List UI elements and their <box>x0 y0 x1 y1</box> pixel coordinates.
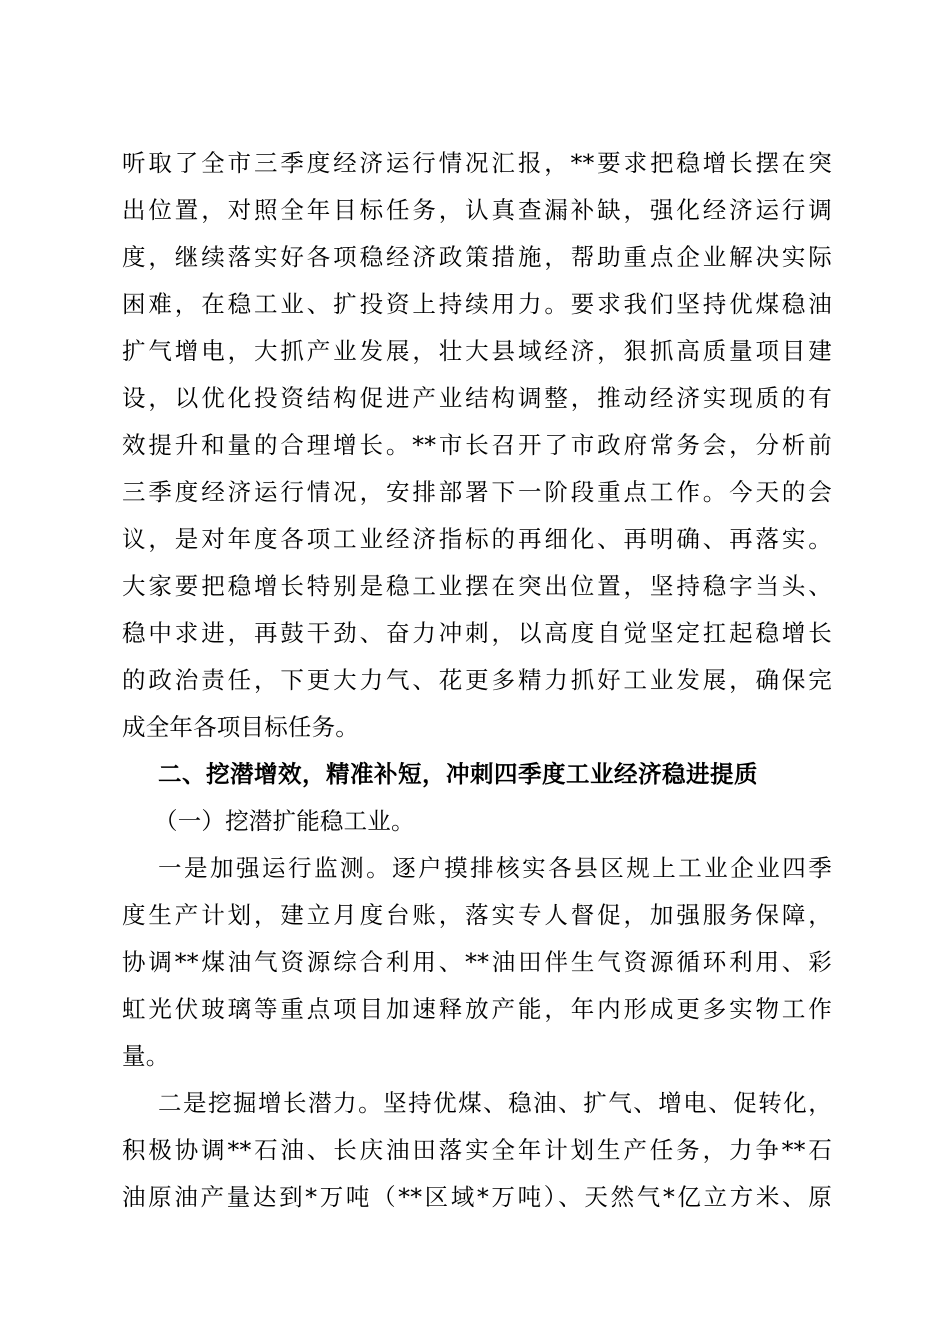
paragraph-line: 油原油产量达到*万吨（**区域*万吨）、天然气*亿立方米、原 <box>122 1183 832 1211</box>
paragraph-line: 三季度经济运行情况，安排部署下一阶段重点工作。今天的会 <box>122 478 832 506</box>
paragraph-line: 一是加强运行监测。逐户摸排核实各县区规上工业企业四季 <box>158 854 832 882</box>
paragraph-line: 大家要把稳增长特别是稳工业摆在突出位置，坚持稳字当头、 <box>122 572 832 600</box>
paragraph-line: 效提升和量的合理增长。**市长召开了市政府常务会，分析前 <box>122 431 832 459</box>
paragraph-line: 虹光伏玻璃等重点项目加速释放产能，年内形成更多实物工作 <box>122 995 832 1023</box>
paragraph-line: 量。 <box>122 1042 170 1070</box>
paragraph-line: 二是挖掘增长潜力。坚持优煤、稳油、扩气、增电、促转化， <box>158 1089 832 1117</box>
paragraph-line: 成全年各项目标任务。 <box>122 713 359 741</box>
paragraph-line: 度生产计划，建立月度台账，落实专人督促，加强服务保障， <box>122 901 832 929</box>
paragraph-line: 稳中求进，再鼓干劲、奋力冲刺，以高度自觉坚定扛起稳增长 <box>122 619 832 647</box>
paragraph-line: 的政治责任，下更大力气、花更多精力抓好工业发展，确保完 <box>122 666 832 694</box>
paragraph-line: 扩气增电，大抓产业发展，壮大县域经济，狠抓高质量项目建 <box>122 337 832 365</box>
subsection-heading: （一）挖潜扩能稳工业。 <box>154 807 415 835</box>
paragraph-line: 出位置，对照全年目标任务，认真查漏补缺，强化经济运行调 <box>122 196 832 224</box>
paragraph-line: 积极协调**石油、长庆油田落实全年计划生产任务，力争**石 <box>122 1136 832 1164</box>
paragraph-line: 协调**煤油气资源综合利用、**油田伴生气资源循环利用、彩 <box>122 948 832 976</box>
section-heading: 二、挖潜增效，精准补短，冲刺四季度工业经济稳进提质 <box>158 760 758 788</box>
paragraph-line: 听取了全市三季度经济运行情况汇报，**要求把稳增长摆在突 <box>122 149 832 177</box>
paragraph-line: 度，继续落实好各项稳经济政策措施，帮助重点企业解决实际 <box>122 243 832 271</box>
paragraph-line: 困难，在稳工业、扩投资上持续用力。要求我们坚持优煤稳油 <box>122 290 832 318</box>
paragraph-line: 议，是对年度各项工业经济指标的再细化、再明确、再落实。 <box>122 525 832 553</box>
paragraph-line: 设，以优化投资结构促进产业结构调整，推动经济实现质的有 <box>122 384 832 412</box>
